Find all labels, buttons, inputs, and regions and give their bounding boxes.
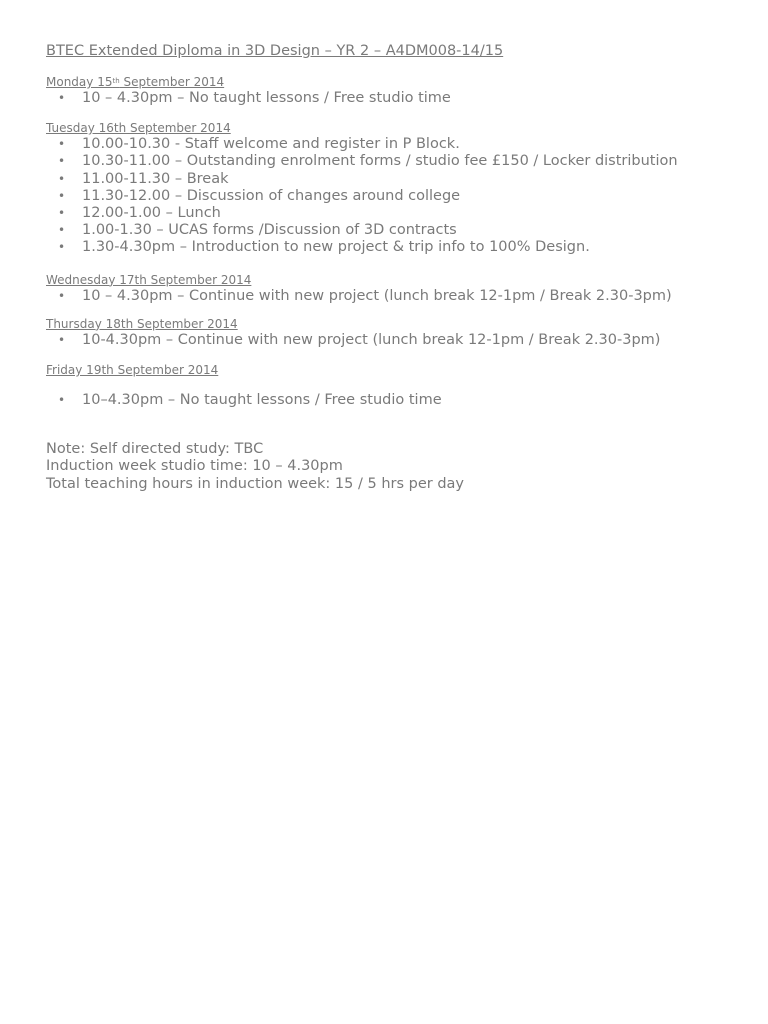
item-list-thursday — [46, 332, 746, 349]
bullet-icon: • — [58, 393, 66, 408]
item-list-wednesday — [46, 288, 746, 305]
list-item: • 11.00-11.30 – Break — [58, 170, 229, 187]
bullet-icon: • — [58, 332, 66, 347]
day-heading-thursday: Thursday 18th September 2014 — [46, 316, 238, 331]
bullet-icon: • — [58, 171, 66, 186]
item-list-tuesday — [46, 136, 746, 256]
day-section-friday — [46, 363, 746, 409]
item-list-monday — [46, 90, 746, 107]
bullet-icon: • — [58, 223, 66, 238]
document-page — [46, 41, 746, 493]
list-item: • 10 – 4.30pm – No taught lessons / Free studio time — [58, 90, 451, 106]
day-heading-wednesday: Wednesday 17th September 2014 — [46, 272, 252, 287]
document-title: BTEC Extended Diploma in 3D Design – YR 2 – A4DM008-14/15 — [46, 43, 504, 59]
list-item: • 10.00-10.30 - Staff welcome and register in P Block. — [58, 136, 460, 153]
bullet-icon: • — [58, 240, 66, 255]
day-heading-friday: Friday 19th September 2014 — [46, 363, 219, 378]
list-item: • 11.30-12.00 – Discussion of changes around college — [58, 187, 461, 204]
day-section-wednesday — [46, 273, 746, 305]
list-item: • 12.00-1.00 – Lunch — [58, 205, 221, 222]
day-section-thursday — [46, 317, 746, 349]
item-list-friday — [46, 392, 746, 409]
list-item: • 10 – 4.30pm – Continue with new project (lunch break 12-1pm / Break 2.30-3pm) — [58, 287, 672, 304]
bullet-icon: • — [58, 188, 66, 203]
notes-section — [46, 441, 746, 493]
bullet-icon: • — [58, 137, 66, 152]
day-heading-tuesday: Tuesday 16th September 2014 — [46, 121, 231, 136]
list-item: • 1.00-1.30 – UCAS forms /Discussion of 3D contracts — [58, 222, 457, 239]
list-item: • 10–4.30pm – No taught lessons / Free studio time — [58, 392, 442, 409]
note-studio-time: Induction week studio time: 10 – 4.30pm — [46, 458, 343, 475]
note-teaching-hours: Total teaching hours in induction week: 15 / 5 hrs per day — [46, 475, 464, 492]
day-section-monday — [46, 75, 746, 107]
bullet-icon: • — [58, 154, 66, 169]
note-self-directed-study: Note: Self directed study: TBC — [46, 441, 264, 458]
list-item: • 10-4.30pm – Continue with new project (lunch break 12-1pm / Break 2.30-3pm) — [58, 331, 661, 348]
list-item: • 10.30-11.00 – Outstanding enrolment forms / studio fee £150 / Locker distribution — [58, 153, 678, 170]
bullet-icon: • — [58, 91, 66, 105]
list-item: • 1.30-4.30pm – Introduction to new project & trip info to 100% Design. — [58, 239, 590, 256]
bullet-icon: • — [58, 288, 66, 303]
bullet-icon: • — [58, 206, 66, 221]
day-section-tuesday — [46, 121, 746, 256]
day-heading-monday: Monday 15th September 2014 — [46, 75, 225, 89]
